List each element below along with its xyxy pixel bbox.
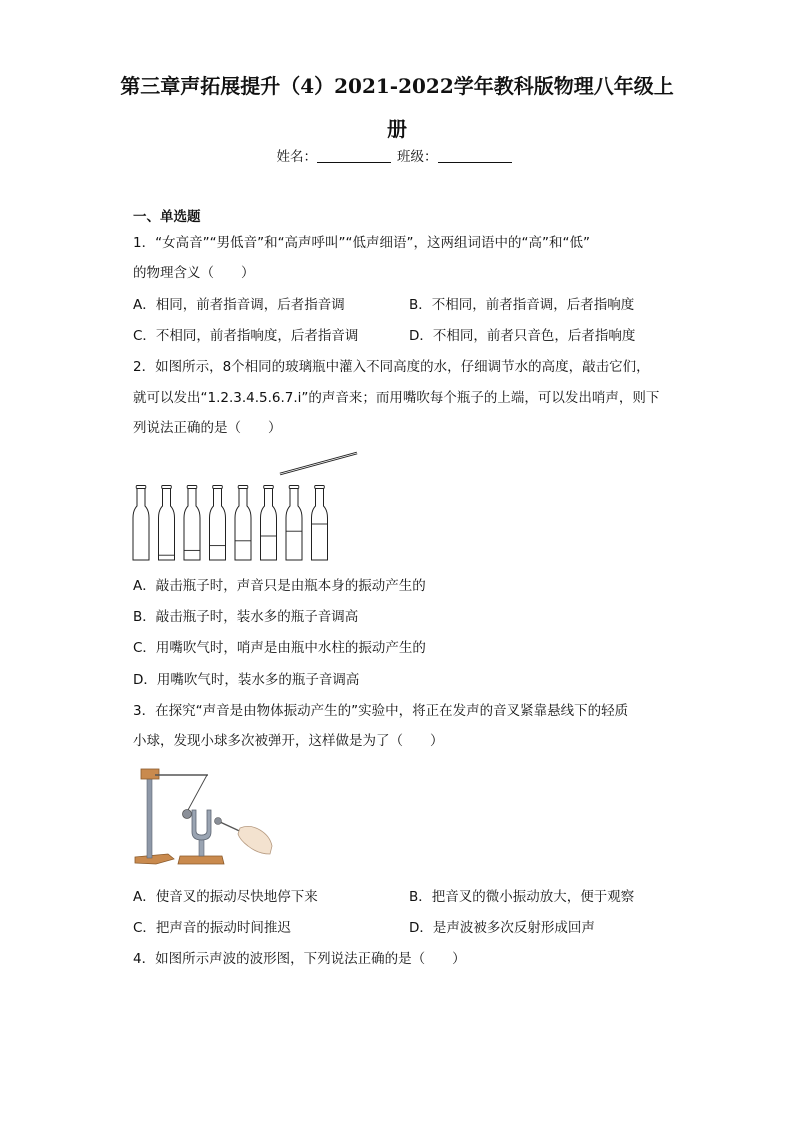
q1-option-c: C．不相同，前者指响度，后者指音调 <box>133 328 359 344</box>
q3-option-d: D．是声波被多次反射形成回声 <box>409 920 595 936</box>
q1-option-d: D．不相同，前者只音色，后者指响度 <box>409 328 636 344</box>
water-level <box>159 555 173 559</box>
q3-option-c: C．把声音的振动时间推迟 <box>133 920 291 936</box>
water-level <box>312 524 326 559</box>
name-class-line <box>0 145 794 165</box>
bottle-lip <box>213 486 223 489</box>
tuning-fork-figure <box>130 762 275 872</box>
glass-bottle <box>261 486 277 561</box>
glass-bottle <box>159 486 175 561</box>
bottle-lip <box>289 486 299 489</box>
light-ball <box>183 810 192 819</box>
thread <box>188 775 207 810</box>
water-level <box>287 531 301 559</box>
q2-stem-line2: 就可以发出“1.2.3.4.5.6.7.i”的声音来；而用嘴吹每个瓶子的上端，可以发出哨声，则下 <box>133 390 660 406</box>
bottles-figure <box>125 448 365 566</box>
bottle-lip <box>136 486 146 489</box>
bottle-lip <box>315 486 325 489</box>
glass-bottle <box>210 486 226 561</box>
q2-option-a: A．敲击瓶子时，声音只是由瓶本身的振动产生的 <box>133 578 426 594</box>
q2-option-b: B．敲击瓶子时，装水多的瓶子音调高 <box>133 609 359 625</box>
bottle-lip <box>238 486 248 489</box>
water-level <box>185 550 199 559</box>
q1-stem-line2: 的物理含义（ ） <box>133 265 255 281</box>
page-title-continued: 册 <box>387 117 407 141</box>
q1-option-b: B．不相同，前者指音调，后者指响度 <box>409 297 635 313</box>
bottle-outline <box>159 488 175 560</box>
bottle-lip <box>162 486 172 489</box>
q3-option-b: B．把音叉的微小振动放大，便于观察 <box>409 889 635 905</box>
q2-stem-line3: 列说法正确的是（ ） <box>133 420 282 436</box>
class-blank[interactable] <box>438 150 512 163</box>
mallet-head <box>215 818 222 825</box>
q1-option-a: A．相同，前者指音调，后者指音调 <box>133 297 345 313</box>
glass-bottle <box>312 486 328 561</box>
stand-rod <box>147 770 152 858</box>
name-label: 姓名： <box>276 149 317 165</box>
hand <box>238 826 272 854</box>
glass-bottle <box>184 486 200 561</box>
glass-bottle <box>286 486 302 561</box>
glass-bottle <box>235 486 251 561</box>
q3-stem-line2: 小球，发现小球多次被弹开，这样做是为了（ ） <box>133 733 444 749</box>
section-heading: 一、单选题 <box>133 209 201 225</box>
q2-option-c: C．用嘴吹气时，哨声是由瓶中水柱的振动产生的 <box>133 640 426 656</box>
water-level <box>210 546 224 560</box>
tuning-fork <box>192 810 211 840</box>
name-blank[interactable] <box>317 150 391 163</box>
water-level <box>261 536 275 559</box>
q3-option-a: A．使音叉的振动尽快地停下来 <box>133 889 318 905</box>
stand-base <box>135 854 174 864</box>
glass-bottle <box>133 486 149 561</box>
q2-option-d: D．用嘴吹气时，装水多的瓶子音调高 <box>133 672 360 688</box>
q3-stem-line1: 3．在探究“声音是由物体振动产生的”实验中，将正在发声的音叉紧靠悬线下的轻质 <box>133 703 629 719</box>
bottle-lip <box>187 486 197 489</box>
bottle-outline <box>133 488 149 560</box>
page-title: 第三章声拓展提升（4）2021-2022学年教科版物理八年级上 <box>120 74 674 98</box>
q1-stem-line1: 1．“女高音”“男低音”和“高声呼叫”“低声细语”，这两组词语中的“高”和“低” <box>133 235 591 251</box>
stand-clamp <box>141 769 159 779</box>
q4-stem-line1: 4．如图所示声波的波形图，下列说法正确的是（ ） <box>133 951 466 967</box>
fork-base <box>178 856 224 864</box>
class-label: 班级： <box>397 149 438 165</box>
bottle-outline <box>184 488 200 560</box>
q2-stem-line1: 2．如图所示，8个相同的玻璃瓶中灌入不同高度的水，仔细调节水的高度，敲击它们， <box>133 359 650 375</box>
bottle-lip <box>264 486 274 489</box>
water-level <box>236 541 250 559</box>
